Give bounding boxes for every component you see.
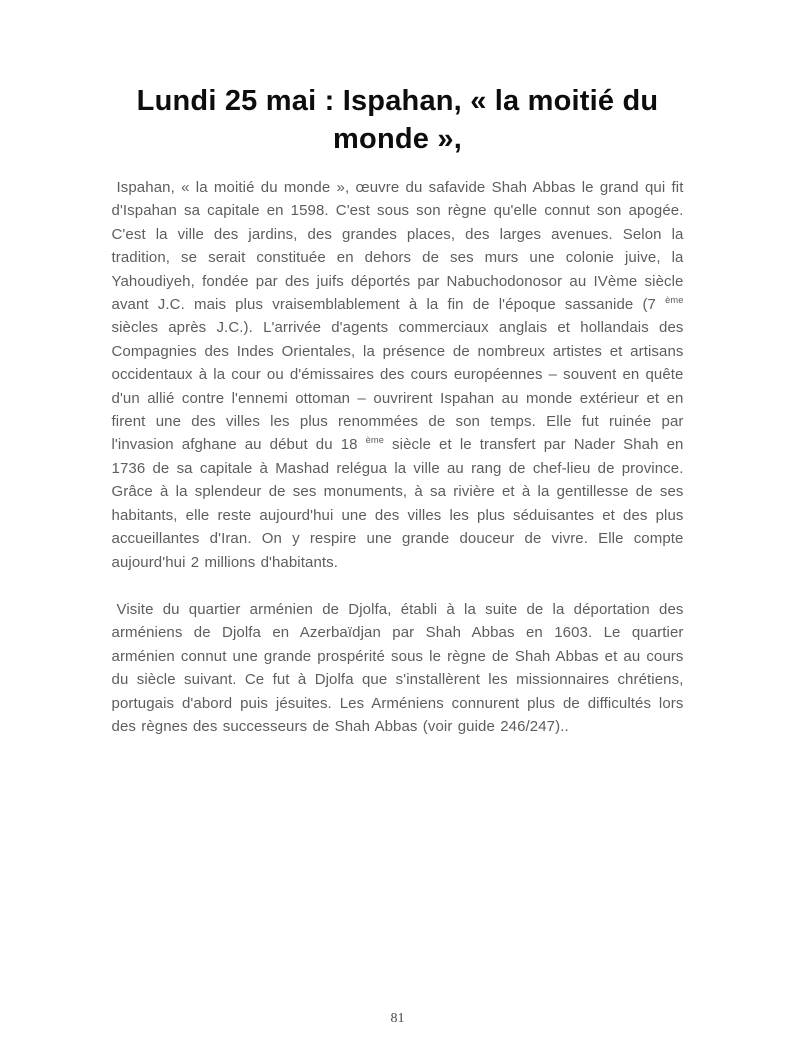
paragraph-ispahan-history: Ispahan, « la moitié du monde », œuvre du safavide Shah Abbas le grand qui fit d'Ispahan sa capitale en 1598. C'est sous son règne qu'elle connut son apogée. C'est la ville des jardins, des grandes places, des larges avenues. Selon la tradition, se serait constituée en dehors de ses murs une colonie juive, la Yahoudiyeh, fondée par des juifs déportés par Nabuchodonosor au IVème siècle avant J.C. mais plus vraisemblablement à la fin de l'époque sassanide (7 $^{ème}$ siècles après J.C.). L'arrivée d'agents commerciaux anglais et hollandais des Compagnies des Indes Orientales, la présence de nombreux artistes et artisans occidentaux à la cour ou d'émissaires des cours européennes – souvent en quête d'un allié contre l'ennemi ottoman – ouvrirent Ispahan au monde extérieur et en firent une des villes les plus renommées de son temps. Elle fut ruinée par l'invasion afghane au début du 18 $^{ème}$ siècle et le transfert par Nader Shah en 1736 de sa capitale à Mashad relégua la ville au rang de chef-lieu de province. Grâce à la splendeur de ses monuments, à sa rivière et à la gentillesse de ses habitants, elle reste aujourd'hui une des villes les plus séduisantes et des plus accueillantes d'Iran. On y respire une grande douceur de vivre. Elle compte aujourd'hui 2 millions d'habitants. — [111, 179, 684, 571]
paragraph-djolfa-visit: Visite du quartier arménien de Djolfa, établi à la suite de la déportation des arméniens de Djolfa en Azerbaïdjan par Shah Abbas en 1603. Le quartier arménien connut une grande prospérité sous le règne de Shah Abbas et au cours du siècle suivant. Ce fut à Djolfa que s'installèrent les missionnaires chrétiens, portugais d'abord puis jésuites. Les Arméniens connurent plus de difficultés lors des règnes des successeurs de Shah Abbas (voir guide 246/247).. — [111, 600, 684, 735]
page-number: 81 — [390, 1011, 405, 1026]
page-title: Lundi 25 mai : Ispahan, « la moitié du monde », — [136, 85, 659, 155]
body-text-block — [112, 176, 684, 738]
